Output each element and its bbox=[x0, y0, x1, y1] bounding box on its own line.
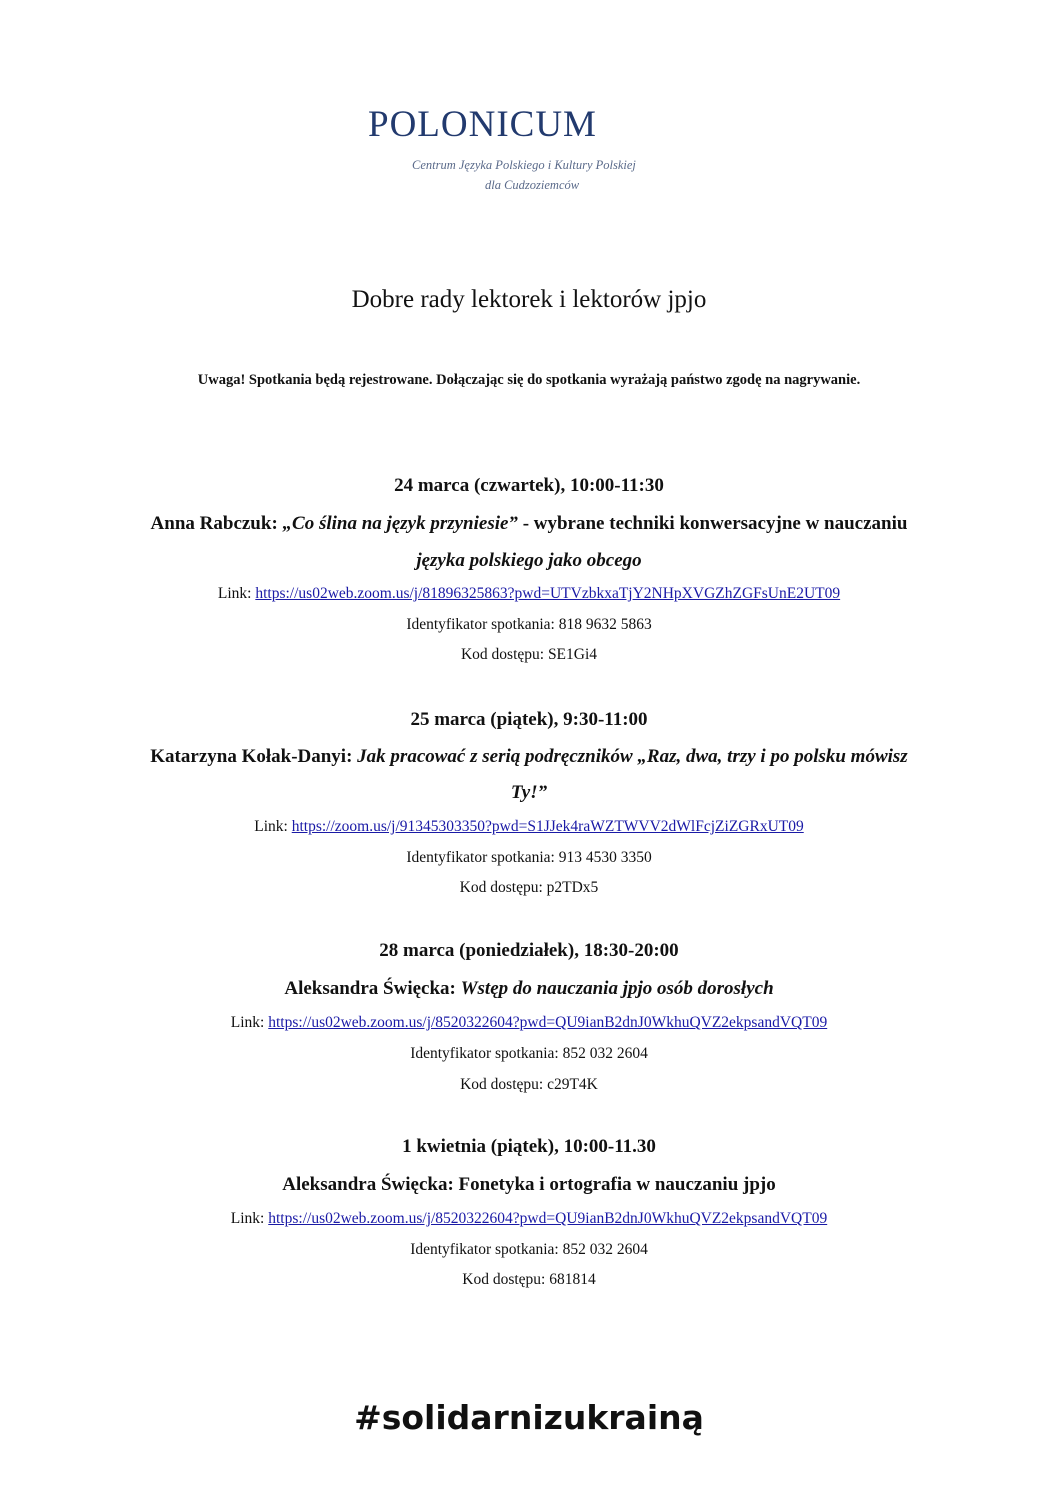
event-2-topic-line2: Ty!” bbox=[510, 782, 548, 803]
event-2-talk-line1 bbox=[0, 744, 1058, 770]
event-2-talk-line2 bbox=[0, 780, 1058, 806]
event-3-link-row bbox=[0, 1012, 1058, 1034]
logo-subtitle-line1: Centrum Języka Polskiego i Kultury Polskiej bbox=[412, 158, 636, 172]
event-1-talk-line2 bbox=[0, 548, 1058, 574]
recording-notice: Uwaga! Spotkania będą rejestrowane. Dołączając się do spotkania wyrażają państwo zgodę na nagrywanie. bbox=[197, 372, 861, 388]
event-3-meeting-id-row bbox=[0, 1043, 1058, 1065]
event-4-meeting-id-row bbox=[0, 1239, 1058, 1261]
event-3-speaker: Aleksandra Święcka: bbox=[284, 978, 456, 999]
event-2-date: 25 marca (piątek), 9:30-11:00 bbox=[410, 709, 648, 730]
event-1-speaker: Anna Rabczuk: bbox=[150, 513, 278, 534]
event-1-access-code: SE1Gi4 bbox=[547, 646, 598, 663]
event-2-meeting-id-row bbox=[0, 847, 1058, 869]
event-4-date: 1 kwietnia (piątek), 10:00-11.30 bbox=[402, 1136, 656, 1157]
event-3-date: 28 marca (poniedziałek), 18:30-20:00 bbox=[379, 940, 679, 961]
event-3-meeting-id: 852 032 2604 bbox=[562, 1045, 648, 1062]
event-1-topic-line2: języka polskiego jako obcego bbox=[416, 550, 642, 571]
event-1-talk-line1 bbox=[0, 511, 1058, 537]
event-2-link[interactable]: https://zoom.us/j/91345303350?pwd=S1JJek4raWZTWVV2dWlFcjZiZGRxUT09 bbox=[291, 818, 804, 835]
event-2-topic-line1: Jak pracować z serią podręczników „Raz, dwa, trzy i po polsku mówisz bbox=[357, 746, 908, 767]
event-2-access-code-label: Kod dostępu: bbox=[459, 879, 543, 896]
event-1-topic-quote: „Co ślina na język przyniesie” bbox=[282, 513, 518, 534]
event-3-access-code: c29T4K bbox=[547, 1076, 598, 1093]
event-2-meeting-id: 913 4530 3350 bbox=[558, 849, 652, 866]
event-4-talk-line1 bbox=[0, 1172, 1058, 1198]
logo-wordmark: POLONICUM bbox=[368, 104, 597, 145]
event-1-meeting-id-label: Identyfikator spotkania: bbox=[406, 616, 555, 633]
event-4-link[interactable]: https://us02web.zoom.us/j/8520322604?pwd=QU9ianB2dnJ0WkhuQVZ2ekpsandVQT09 bbox=[268, 1210, 828, 1227]
event-1-access-code-row bbox=[0, 644, 1058, 666]
event-2-access-code-row bbox=[0, 877, 1058, 899]
event-3-talk-line1 bbox=[0, 976, 1058, 1002]
event-4-topic-line1: Fonetyka i ortografia w nauczaniu jpjo bbox=[458, 1174, 776, 1195]
event-3-link-label: Link: bbox=[230, 1014, 265, 1031]
event-1-meeting-id: 818 9632 5863 bbox=[558, 616, 652, 633]
event-1-date: 24 marca (czwartek), 10:00-11:30 bbox=[394, 475, 664, 496]
event-4-speaker: Aleksandra Święcka: bbox=[282, 1174, 454, 1195]
solidarity-hashtag: #solidarnizukrainą bbox=[354, 1398, 704, 1437]
event-2-link-label: Link: bbox=[254, 818, 288, 835]
event-1-meeting-id-row bbox=[0, 614, 1058, 636]
event-4-link-row bbox=[0, 1208, 1058, 1230]
event-4-meeting-id-label: Identyfikator spotkania: bbox=[410, 1241, 559, 1258]
event-1-link[interactable]: https://us02web.zoom.us/j/81896325863?pwd=UTVzbkxaTjY2NHpXVGZhZGFsUnE2UT09 bbox=[255, 585, 841, 602]
event-3-meeting-id-label: Identyfikator spotkania: bbox=[410, 1045, 559, 1062]
event-4-link-label: Link: bbox=[230, 1210, 265, 1227]
event-1-access-code-label: Kod dostępu: bbox=[460, 646, 545, 663]
event-3-link[interactable]: https://us02web.zoom.us/j/8520322604?pwd=QU9ianB2dnJ0WkhuQVZ2ekpsandVQT09 bbox=[268, 1014, 828, 1031]
event-2-access-code: p2TDx5 bbox=[546, 879, 599, 896]
event-4-access-code-label: Kod dostępu: bbox=[462, 1271, 546, 1288]
event-4-access-code-row bbox=[0, 1269, 1058, 1291]
event-2-meeting-id-label: Identyfikator spotkania: bbox=[406, 849, 555, 866]
event-3-topic-line1: Wstęp do nauczania jpjo osób dorosłych bbox=[460, 978, 774, 999]
event-1-topic-rest: - wybrane techniki konwersacyjne w nauczaniu bbox=[517, 513, 908, 534]
event-4-meeting-id: 852 032 2604 bbox=[562, 1241, 648, 1258]
event-2-link-row bbox=[0, 816, 1058, 838]
event-1-link-row bbox=[0, 583, 1058, 605]
event-1-link-label: Link: bbox=[217, 585, 252, 602]
event-2-speaker: Katarzyna Kołak-Danyi: bbox=[150, 746, 353, 767]
logo-subtitle-line2: dla Cudzoziemców bbox=[485, 178, 580, 192]
polonicum-logo bbox=[368, 103, 708, 203]
event-4-access-code: 681814 bbox=[549, 1271, 596, 1288]
page-title: Dobre rady lektorek i lektorów jpjo bbox=[351, 286, 707, 313]
event-3-access-code-row bbox=[0, 1074, 1058, 1096]
event-3-access-code-label: Kod dostępu: bbox=[460, 1076, 544, 1093]
